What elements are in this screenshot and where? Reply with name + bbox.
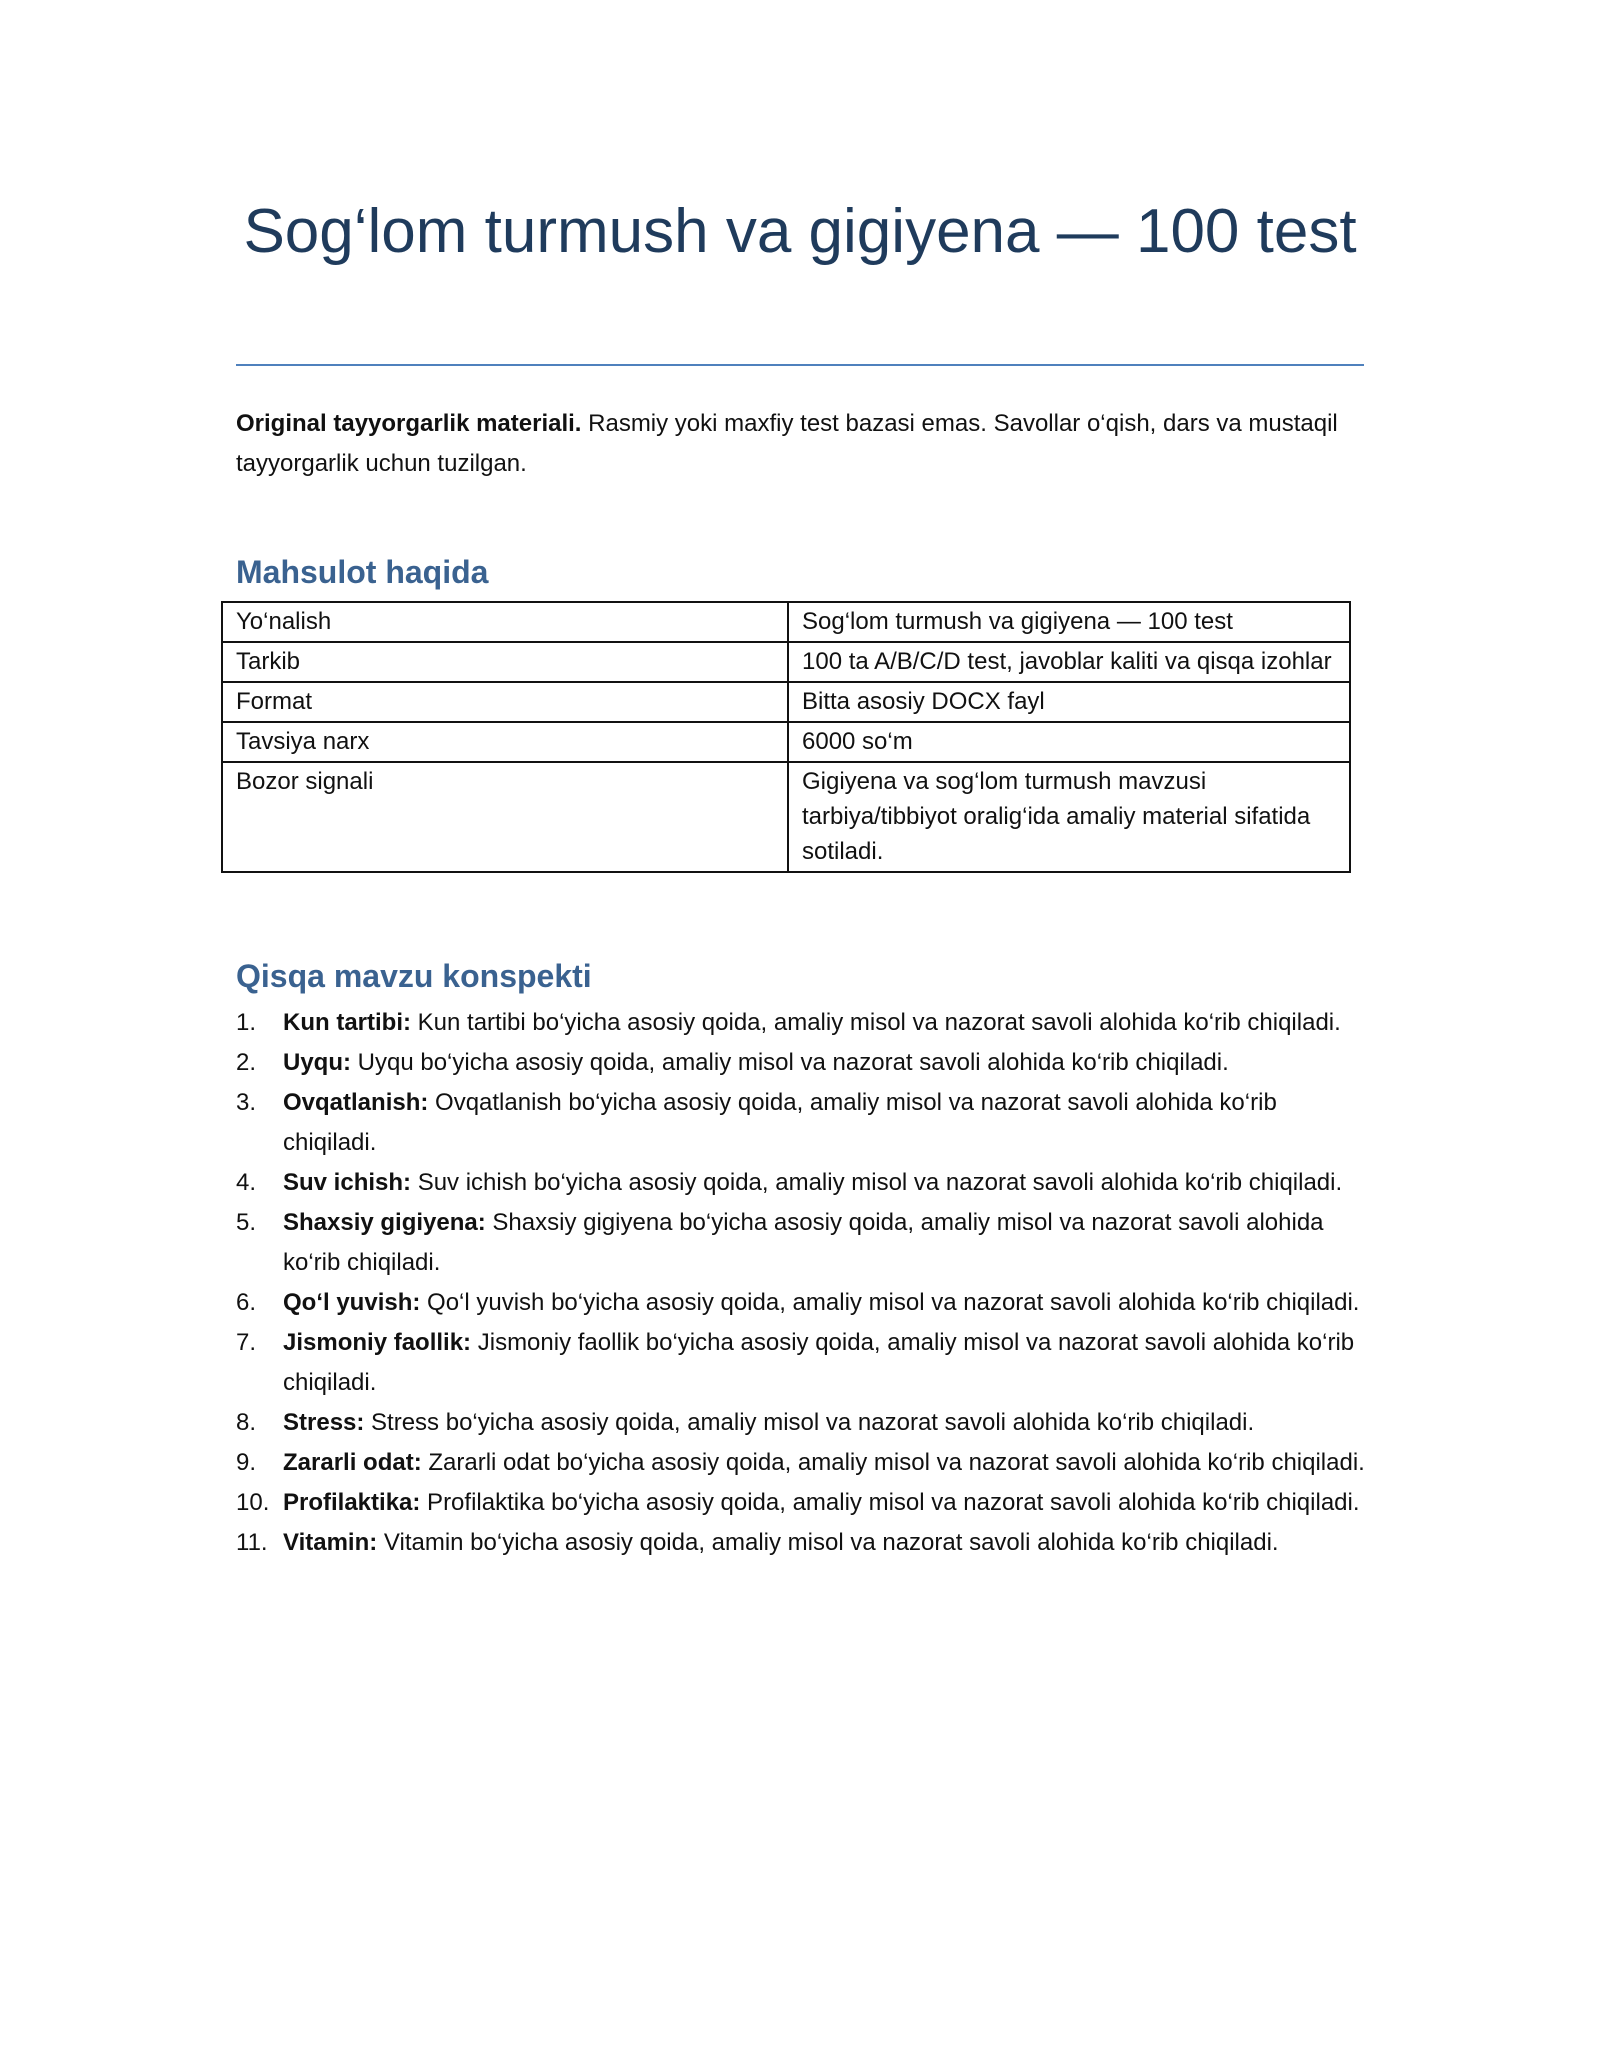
list-item [236,1483,1366,1523]
list-item-term: Jismoniy faollik: [283,1329,472,1356]
list-item-text: Kun tartibi bo‘yicha asosiy qoida, amaliy misol va nazorat savoli alohida ko‘rib chiqiladi. [410,1009,1341,1036]
list-item-number: 7. [236,1329,257,1356]
list-item-number: 8. [236,1409,257,1436]
table-cell-value: 100 ta A/B/C/D test, javoblar kaliti va qisqa izohlar [788,642,1350,682]
list-item-term: Stress: [283,1409,365,1436]
list-item-term: Suv ichish: [283,1169,412,1196]
table-row [222,682,1350,722]
list-item [236,1003,1366,1043]
table-cell-key: Yo‘nalish [222,602,788,642]
table-cell-value: Sog‘lom turmush va gigiyena — 100 test [788,602,1350,642]
list-item-text: Zararli odat bo‘yicha asosiy qoida, amaliy misol va nazorat savoli alohida ko‘rib chiqiladi. [421,1449,1365,1476]
title-divider [236,364,1364,366]
list-item-text: Uyqu bo‘yicha asosiy qoida, amaliy misol va nazorat savoli alohida ko‘rib chiqiladi. [351,1049,1229,1076]
list-item-text: Suv ichish bo‘yicha asosiy qoida, amaliy misol va nazorat savoli alohida ko‘rib chiqiladi. [411,1169,1343,1196]
table-cell-value: Bitta asosiy DOCX fayl [788,682,1350,722]
table-cell-value: Gigiyena va sog‘lom turmush mavzusi tarbiya/tibbiyot oralig‘ida amaliy material sifatida sotiladi. [788,762,1350,872]
list-item-number: 10. [236,1489,270,1516]
intro-bold-lead: Original tayyorgarlik materiali. [236,410,582,437]
list-item-number: 3. [236,1089,257,1116]
list-item-term: Qo‘l yuvish: [283,1289,421,1316]
document-title: Sog‘lom turmush va gigiyena — 100 test [243,197,1357,266]
list-item [236,1043,1366,1083]
list-item [236,1083,1366,1163]
list-item-number: 11. [236,1529,268,1556]
list-item [236,1163,1366,1203]
list-item-text: Ovqatlanish bo‘yicha asosiy qoida, amaliy misol va nazorat savoli alohida ko‘rib chiqiladi. [283,1089,1277,1156]
list-item-number: 5. [236,1209,257,1236]
list-item-text: Vitamin bo‘yicha asosiy qoida, amaliy misol va nazorat savoli alohida ko‘rib chiqiladi. [377,1529,1279,1556]
table-cell-key: Bozor signali [222,762,788,872]
list-item [236,1443,1366,1483]
product-section-heading: Mahsulot haqida [236,554,489,590]
list-item-number: 2. [236,1049,257,1076]
product-info-table [221,601,1351,873]
list-item-term: Shaxsiy gigiyena: [283,1209,486,1236]
intro-text: Rasmiy yoki maxfiy test bazasi emas. Savollar o‘qish, dars va mustaqil tayyorgarlik uchun tuzilgan. [236,410,1338,477]
summary-section-heading: Qisqa mavzu konspekti [236,958,592,994]
table-row [222,762,1350,872]
list-item-term: Vitamin: [283,1529,378,1556]
table-cell-value: 6000 so‘m [788,722,1350,762]
list-item-text: Shaxsiy gigiyena bo‘yicha asosiy qoida, amaliy misol va nazorat savoli alohida ko‘rib chiqiladi. [283,1209,1324,1276]
list-item-number: 9. [236,1449,257,1476]
table-row [222,602,1350,642]
list-item-text: Jismoniy faollik bo‘yicha asosiy qoida, amaliy misol va nazorat savoli alohida ko‘rib chiqiladi. [283,1329,1355,1396]
list-item-term: Uyqu: [283,1049,351,1076]
list-item-number: 6. [236,1289,257,1316]
list-item [236,1403,1366,1443]
list-item-term: Kun tartibi: [283,1009,411,1036]
list-item-term: Ovqatlanish: [283,1089,429,1116]
table-cell-key: Tarkib [222,642,788,682]
list-item [236,1203,1366,1283]
list-item [236,1283,1366,1323]
list-item-number: 4. [236,1169,257,1196]
topic-list [236,1003,1366,1563]
list-item-term: Profilaktika: [283,1489,421,1516]
list-item [236,1523,1366,1563]
list-item-text: Profilaktika bo‘yicha asosiy qoida, amaliy misol va nazorat savoli alohida ko‘rib chiqiladi. [420,1489,1360,1516]
list-item-text: Stress bo‘yicha asosiy qoida, amaliy misol va nazorat savoli alohida ko‘rib chiqiladi. [364,1409,1255,1436]
list-item-number: 1. [236,1009,257,1036]
table-row [222,722,1350,762]
table-row [222,642,1350,682]
table-cell-key: Format [222,682,788,722]
table-cell-key: Tavsiya narx [222,722,788,762]
list-item-text: Qo‘l yuvish bo‘yicha asosiy qoida, amaliy misol va nazorat savoli alohida ko‘rib chiqiladi. [420,1289,1360,1316]
list-item-term: Zararli odat: [283,1449,422,1476]
list-item [236,1323,1366,1403]
intro-paragraph [236,404,1364,484]
